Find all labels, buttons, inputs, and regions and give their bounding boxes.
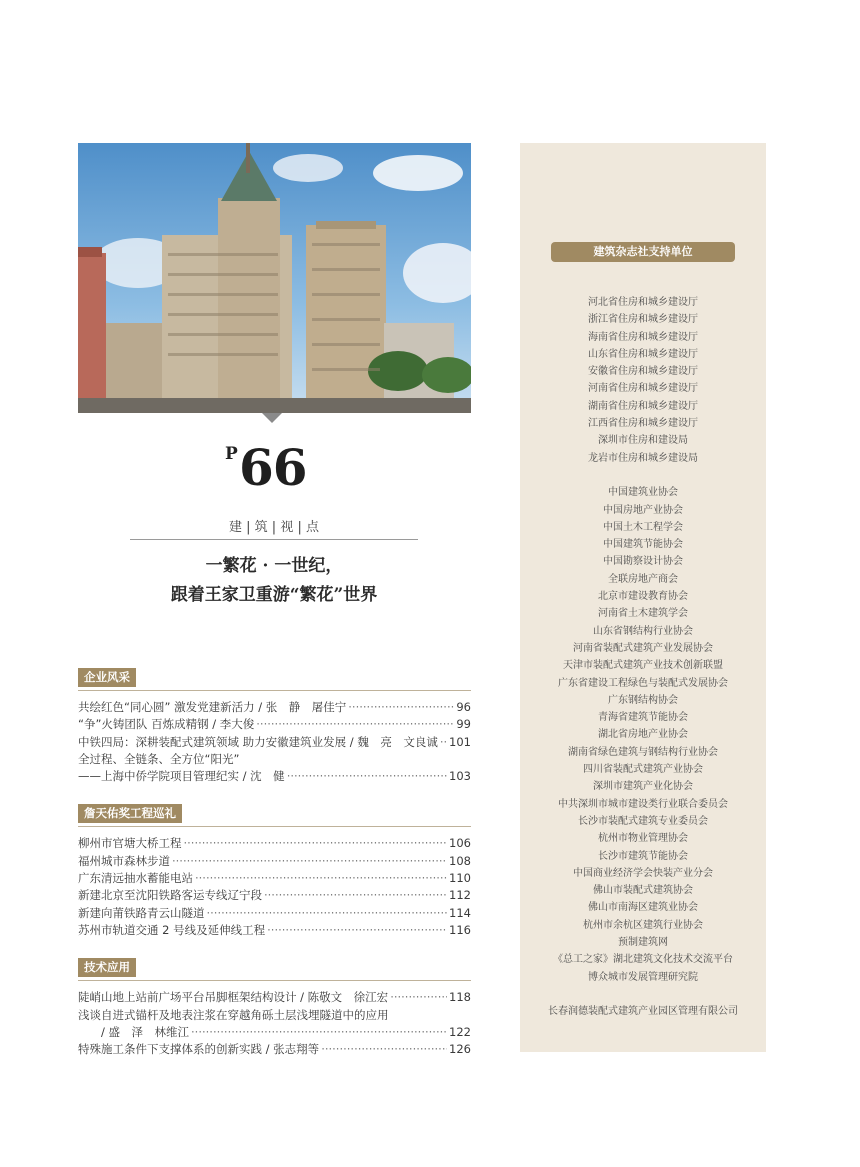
toc-entry-title: 新建向莆铁路青云山隧道 [78, 905, 205, 920]
supporters-sidebar [520, 143, 766, 1052]
table-of-contents [78, 666, 471, 1058]
toc-entry-title: / 盛 泽 林维江 [78, 1024, 190, 1039]
feature-title[interactable] [130, 552, 418, 610]
toc-entry[interactable] [78, 989, 471, 1006]
supporter-item: 佛山市装配式建筑协会 [593, 885, 693, 897]
toc-entry[interactable] [78, 734, 471, 751]
toc-entry[interactable] [78, 853, 471, 870]
toc-entry-page: 116 [449, 922, 471, 937]
supporter-item: 青海省建筑节能协会 [598, 712, 688, 724]
toc-entry[interactable] [78, 1041, 471, 1058]
toc-entry[interactable] [78, 905, 471, 922]
photo-pointer-icon [262, 413, 282, 423]
toc-entry[interactable] [78, 768, 471, 785]
supporter-item: 杭州市余杭区建筑行业协会 [583, 919, 703, 931]
supporter-item: 浙江省住房和城乡建设厅 [588, 314, 698, 326]
toc-entry[interactable] [78, 870, 471, 887]
supporter-item: 预制建筑网 [618, 936, 668, 948]
supporter-item: 中国土木工程学会 [603, 521, 683, 533]
toc-entry-title: 新建北京至沈阳铁路客运专线辽宁段 [78, 888, 262, 903]
supporter-item: 中共深圳市城市建设类行业联合委员会 [558, 798, 728, 810]
supporter-item: 中国建筑节能协会 [603, 539, 683, 551]
leader-dots [321, 1041, 447, 1058]
page-prefix: P [225, 444, 238, 464]
supporter-item: 山东省住房和城乡建设厅 [588, 348, 698, 360]
supporter-item: 全联房地产商会 [608, 573, 678, 585]
leader-dots [195, 870, 447, 887]
supporter-item: 长春润德装配式建筑产业园区管理有限公司 [548, 1006, 738, 1018]
feature-page-number [225, 438, 355, 502]
leader-dots [191, 1024, 447, 1041]
toc-entry-title[interactable]: 全过程、全链条、全方位“阳光” [78, 751, 240, 766]
toc-entry-page: 114 [449, 905, 471, 920]
leader-dots [207, 905, 448, 922]
leader-dots [348, 699, 454, 716]
toc-entry-title: 共绘红色“同心圆” 激发党建新活力 / 张 静 屠佳宁 [78, 700, 347, 714]
supporter-item: 山东省钢结构行业协会 [593, 625, 693, 637]
sidebar-heading: 建筑杂志社支持单位 [551, 242, 735, 262]
supporter-item: 河南省装配式建筑产业发展协会 [573, 642, 713, 654]
toc-entry[interactable] [78, 716, 471, 733]
toc-entry-title: ——上海中侨学院项目管理纪实 / 沈 健 [78, 769, 285, 784]
toc-entry-page: 126 [449, 1042, 471, 1057]
divider [78, 826, 471, 827]
toc-entry-page: 106 [449, 836, 471, 851]
leader-dots [267, 922, 447, 939]
leader-dots [172, 853, 447, 870]
supporter-item: 长沙市装配式建筑专业委员会 [578, 815, 708, 827]
supporter-item: 湖北省房地产业协会 [598, 729, 688, 741]
toc-entry-title: “争”火铸团队 百炼成精钢 / 李大俊 [78, 717, 255, 732]
toc-entry[interactable] [78, 699, 471, 716]
supporter-item: 中国商业经济学会快装产业分会 [573, 867, 713, 879]
feature-title-line: 一繁花 · 一世纪， [205, 556, 343, 576]
toc-section [78, 956, 471, 1058]
leader-dots [287, 768, 447, 785]
divider [78, 690, 471, 691]
supporter-item: 佛山市南海区建筑业协会 [588, 902, 698, 914]
list-spacer [520, 986, 766, 1003]
supporter-item: 中国房地产业协会 [603, 504, 683, 516]
toc-section [78, 666, 471, 785]
supporter-item: 安徽省住房和城乡建设厅 [588, 366, 698, 378]
supporter-item: 河南省土木建筑学会 [598, 608, 688, 620]
toc-entry-title: 福州城市森林步道 [78, 853, 170, 868]
toc-entry-title: 广东清远抽水蓄能电站 [78, 871, 193, 886]
leader-dots [184, 835, 448, 852]
toc-entry-page: 118 [449, 990, 471, 1005]
section-heading: 企业风采 [78, 668, 136, 687]
toc-entry[interactable] [78, 1024, 471, 1041]
supporter-item: 广东钢结构协会 [608, 694, 678, 706]
supporter-list [520, 294, 766, 1020]
feature-title-line: 跟着王家卫重游“繁花”世界 [170, 585, 378, 605]
supporter-item: 北京市建设教育协会 [598, 591, 688, 603]
toc-entry[interactable] [78, 835, 471, 852]
supporter-item: 长沙市建筑节能协会 [598, 850, 688, 862]
supporter-item: 中国勘察设计协会 [603, 556, 683, 568]
section-heading: 詹天佑奖工程巡礼 [78, 804, 182, 823]
toc-section [78, 802, 471, 939]
supporter-item: 杭州市物业管理协会 [598, 833, 688, 845]
supporter-item: 海南省住房和城乡建设厅 [588, 331, 698, 343]
supporter-item: 深圳市住房和建设局 [598, 435, 688, 447]
leader-dots [440, 734, 447, 751]
toc-entry-title: 特殊施工条件下支撑体系的创新实践 / 张志翔等 [78, 1042, 320, 1057]
divider [78, 980, 471, 981]
toc-entry-page: 99 [456, 717, 471, 732]
supporter-item: 江西省住房和城乡建设厅 [588, 418, 698, 430]
toc-entry-title: 陡峭山地上站前广场平台吊脚框架结构设计 / 陈敬文 徐江宏 [78, 990, 389, 1005]
toc-entry-page: 108 [449, 853, 471, 868]
list-spacer [520, 467, 766, 484]
toc-entry-page: 110 [449, 871, 471, 886]
supporter-item: 天津市装配式建筑产业技术创新联盟 [563, 660, 723, 672]
supporter-item: 博众城市发展管理研究院 [588, 971, 698, 983]
leader-dots [390, 989, 447, 1006]
toc-entry-page: 112 [449, 888, 471, 903]
supporter-item: 湖南省绿色建筑与钢结构行业协会 [568, 746, 718, 758]
section-heading: 技术应用 [78, 958, 136, 977]
divider [130, 539, 418, 540]
supporter-item: 河北省住房和城乡建设厅 [588, 297, 698, 308]
feature-category: 建 | 筑 | 视 | 点 [229, 520, 319, 535]
leader-dots [264, 887, 447, 904]
supporter-item: 深圳市建筑产业化协会 [593, 781, 693, 793]
feature-photo [78, 143, 471, 413]
toc-entry-title[interactable]: 浅谈自进式锚杆及地表注浆在穿越角砾土层浅埋隧道中的应用 [78, 1007, 389, 1022]
toc-entry-title: 中铁四局：深耕装配式建筑领域 助力安徽建筑业发展 / 魏 亮 文良诚 [78, 734, 438, 749]
supporter-item: 《总工之家》湖北建筑文化技术交流平台 [553, 954, 733, 966]
supporter-item: 湖南省住房和城乡建设厅 [588, 400, 698, 412]
page-number: 66 [239, 438, 307, 497]
toc-entry-page: 96 [456, 700, 471, 714]
toc-entry-page: 101 [449, 734, 471, 749]
supporter-item: 中国建筑业协会 [608, 487, 678, 499]
supporter-item: 四川省装配式建筑产业协会 [583, 764, 703, 776]
supporter-item: 广东省建设工程绿色与装配式发展协会 [558, 677, 728, 689]
toc-entry-title: 苏州市轨道交通 2 号线及延伸线工程 [78, 922, 266, 937]
toc-entry-page: 122 [449, 1024, 471, 1039]
leader-dots [256, 716, 454, 733]
toc-entry[interactable] [78, 922, 471, 939]
supporter-item: 龙岩市住房和城乡建设局 [588, 452, 698, 464]
toc-entry-page: 103 [449, 769, 471, 784]
supporter-item: 河南省住房和城乡建设厅 [588, 383, 698, 395]
toc-entry-title: 柳州市官塘大桥工程 [78, 836, 182, 851]
toc-entry[interactable] [78, 887, 471, 904]
